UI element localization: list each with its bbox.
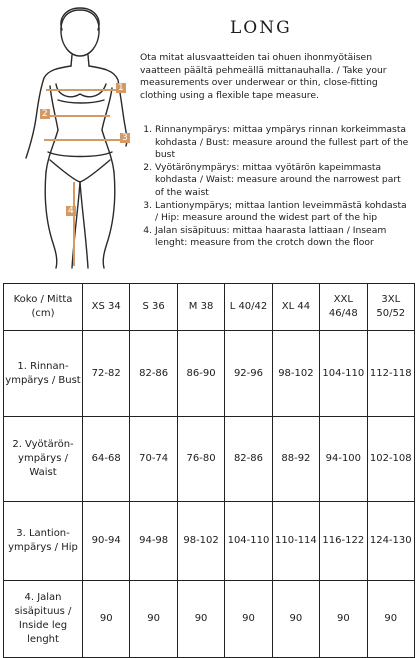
table-cell: 94-98 — [130, 502, 177, 581]
table-row — [4, 581, 415, 658]
header-cell: 3XL 50/52 — [367, 284, 414, 331]
table-cell: 82-86 — [225, 417, 272, 502]
table-cell: 90-94 — [83, 502, 130, 581]
marker-1: 1 — [118, 83, 124, 93]
table-cell: 70-74 — [130, 417, 177, 502]
header-cell: L 40/42 — [225, 284, 272, 331]
table-row — [4, 331, 415, 417]
table-cell: 112-118 — [367, 331, 414, 417]
step-number: 3. — [143, 199, 152, 211]
step-number: 2. — [143, 161, 152, 173]
table-cell: 90 — [367, 581, 414, 658]
step-text: Vyötärönympärys: mittaa vyötärön kapeimmasta kohdasta / Waist: measure around the narrowest part of the waist — [155, 161, 401, 198]
step-number: 1. — [143, 124, 152, 135]
table-cell: 90 — [83, 581, 130, 658]
row-label: 3. Lantion-ympärys / Hip — [4, 502, 83, 581]
list-item — [140, 200, 410, 225]
row-label: 1. Rinnan-ympärys / Bust — [4, 331, 83, 417]
table-cell: 124-130 — [367, 502, 414, 581]
step-number: 4. — [143, 224, 152, 236]
page-title: LONG — [230, 18, 292, 38]
header-cell: XS 34 — [83, 284, 130, 331]
size-chart-table — [3, 283, 415, 658]
table-cell: 102-108 — [367, 417, 414, 502]
header-cell: M 38 — [177, 284, 224, 331]
step-text: Rinnanympärys: mittaa ympärys rinnan korkeimmasta kohdasta / Bust: measure around the fullest part of the bust — [155, 124, 409, 161]
body-outline-illustration — [0, 0, 140, 270]
marker-3: 3 — [122, 133, 128, 143]
table-cell: 82-86 — [130, 331, 177, 417]
table-cell: 116-122 — [320, 502, 367, 581]
table-cell: 86-90 — [177, 331, 224, 417]
intro-text: Ota mitat alusvaatteiden tai ohuen ihonmyötäisen vaatteen päältä pehmeällä mittanauhalla. / Take your measurements over underwear or thin, close-fitting clothing using a flexible tape measure. — [140, 52, 387, 101]
table-cell: 88-92 — [272, 417, 319, 502]
row-label: 4. Jalan sisäpituus / Inside leg lenght — [4, 581, 83, 658]
row-label: 2. Vyötärön-ympärys / Waist — [4, 417, 83, 502]
list-item — [140, 162, 410, 200]
table-cell: 90 — [130, 581, 177, 658]
list-item — [140, 124, 410, 162]
table-cell: 90 — [320, 581, 367, 658]
marker-2: 2 — [42, 109, 48, 119]
body-measurement-figure — [0, 0, 140, 270]
header-cell: XXL 46/48 — [320, 284, 367, 331]
table-cell: 98-102 — [177, 502, 224, 581]
header-cell: Koko / Mitta (cm) — [4, 284, 83, 331]
table-cell: 104-110 — [225, 502, 272, 581]
table-cell: 90 — [225, 581, 272, 658]
table-row — [4, 417, 415, 502]
table-cell: 94-100 — [320, 417, 367, 502]
step-text: Jalan sisäpituus: mittaa haarasta lattiaan / Inseam lenght: measure from the crotch down the floor — [155, 224, 387, 249]
table-cell: 76-80 — [177, 417, 224, 502]
step-text: Lantionympärys; mittaa lantion leveimmästä kohdasta / Hip: measure around the widest part of the hip — [155, 199, 407, 224]
table-cell: 92-96 — [225, 331, 272, 417]
table-row — [4, 502, 415, 581]
table-cell: 64-68 — [83, 417, 130, 502]
table-header-row — [4, 284, 415, 331]
marker-4: 4 — [68, 206, 74, 216]
table-cell: 72-82 — [83, 331, 130, 417]
table-cell: 90 — [272, 581, 319, 658]
header-cell: S 36 — [130, 284, 177, 331]
table-cell: 98-102 — [272, 331, 319, 417]
measurement-steps — [140, 124, 410, 250]
header-cell: XL 44 — [272, 284, 319, 331]
table-cell: 104-110 — [320, 331, 367, 417]
table-cell: 110-114 — [272, 502, 319, 581]
table-cell: 90 — [177, 581, 224, 658]
list-item — [140, 225, 410, 250]
